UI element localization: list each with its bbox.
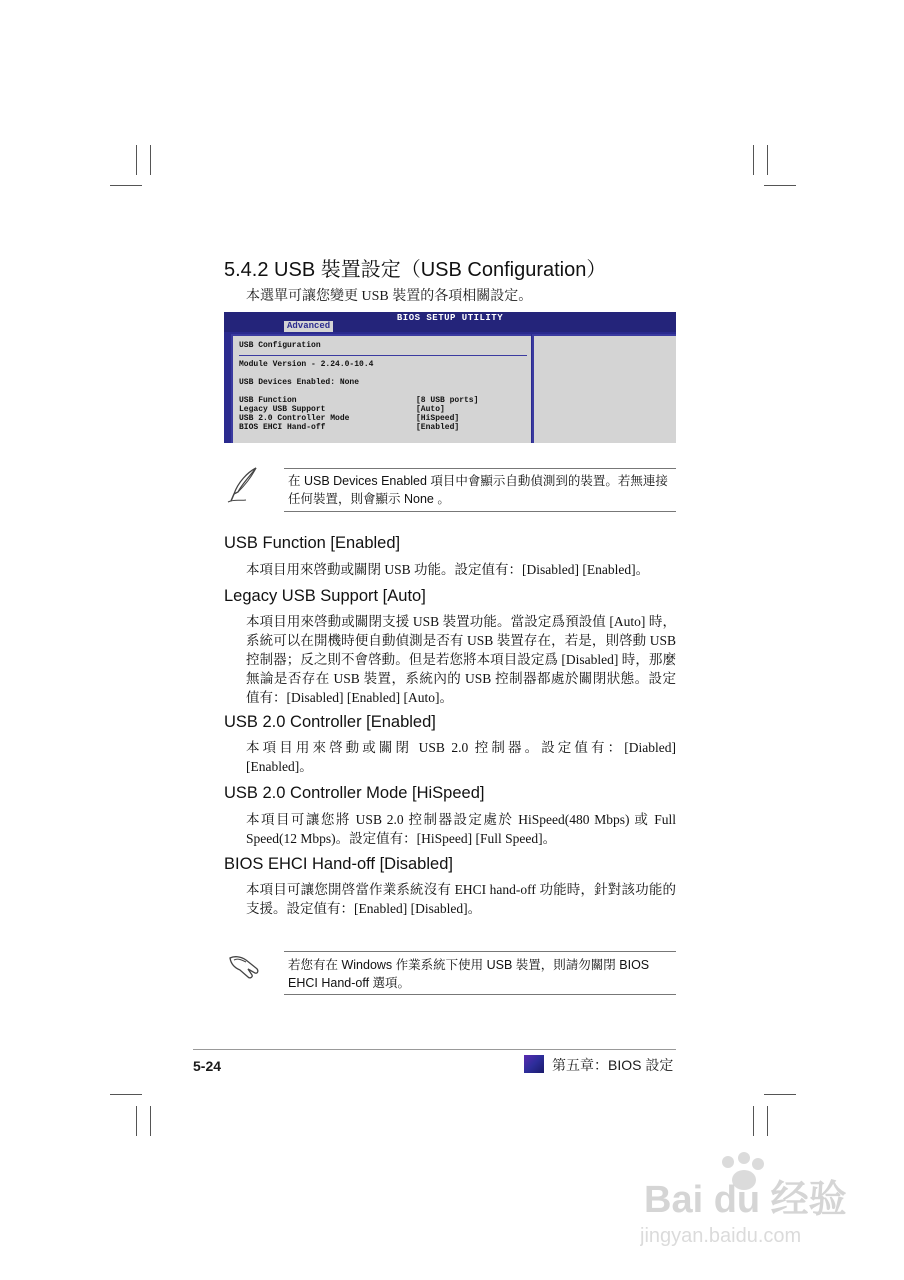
- bios-item-label: USB Function: [239, 396, 297, 405]
- bios-item-label: Legacy USB Support: [239, 405, 326, 414]
- footer-rule: [193, 1049, 676, 1050]
- bios-title: BIOS SETUP UTILITY: [396, 313, 504, 323]
- pointing-hand-icon: [226, 948, 262, 980]
- note-rule: [284, 994, 676, 995]
- crop-mark: [767, 145, 768, 175]
- crop-mark: [753, 1106, 754, 1136]
- item-heading: BIOS EHCI Hand-off [Disabled]: [224, 855, 453, 873]
- watermark-brand: Bai du 经验: [644, 1179, 847, 1221]
- crop-mark: [753, 145, 754, 175]
- bios-module-version: Module Version - 2.24.0-10.4: [239, 360, 374, 369]
- crop-mark: [136, 145, 137, 175]
- bios-item-value: [Auto]: [416, 405, 445, 414]
- bios-devices-enabled: USB Devices Enabled: None: [239, 378, 360, 387]
- item-body: 本項目用來啓動或關閉支援 USB 裝置功能。當設定爲預設值 [Auto] 時，系統可以在開機時便自動偵測是否有 USB 裝置存在，若是，則啓動 USB 控制器；反之則不會啓動。但是若您將本項目設定爲 [Disabled] 時，那麼無論是否存在 USB 裝置，系統內的 USB 控制器都處於關閉狀態。設定值有：[Disabled] [Enabled] [Auto]。: [246, 614, 676, 705]
- item-body: 本項目用來啓動或關閉 USB 2.0 控制器。設定值有：[Diabled] [Enabled]。: [246, 740, 676, 774]
- bios-item-value: [Enabled]: [416, 423, 460, 432]
- crop-mark: [110, 1094, 142, 1095]
- section-title: 5.4.2 USB 裝置設定（USB Configuration）: [224, 259, 607, 281]
- feather-pen-icon: [226, 466, 260, 504]
- item-body: 本項目可讓您開啓當作業系統沒有 EHCI hand-off 功能時，針對該功能的支援。設定值有：[Enabled] [Disabled]。: [246, 882, 676, 916]
- bios-header: [224, 312, 676, 332]
- chapter-title: 第五章：BIOS 設定: [552, 1057, 674, 1073]
- bios-help-panel: [532, 334, 676, 443]
- crop-mark: [110, 185, 142, 186]
- crop-mark: [150, 1106, 151, 1136]
- bios-tab-advanced: Advanced: [284, 321, 333, 332]
- note-rule: [284, 951, 676, 952]
- chapter-marker-icon: [524, 1055, 544, 1073]
- crop-mark: [767, 1106, 768, 1136]
- item-body: 本項目可讓您將 USB 2.0 控制器設定處於 HiSpeed(480 Mbps) 或 Full Speed(12 Mbps)。設定值有：[HiSpeed] [Full Speed]。: [246, 812, 676, 846]
- item-heading: USB 2.0 Controller Mode [HiSpeed]: [224, 784, 485, 802]
- item-heading: Legacy USB Support [Auto]: [224, 587, 426, 605]
- baidu-watermark: [640, 1150, 860, 1250]
- note-text: 在 USB Devices Enabled 項目中會顯示自動偵測到的裝置。若無連接任何裝置，則會顯示 None 。: [288, 474, 668, 506]
- crop-mark: [764, 185, 796, 186]
- bios-main-panel: [231, 334, 531, 443]
- note-text: 若您有在 Windows 作業系統下使用 USB 裝置，則請勿關閉 BIOS EHCI Hand-off 選項。: [288, 958, 650, 990]
- crop-mark: [764, 1094, 796, 1095]
- bios-item-value: [8 USB ports]: [416, 396, 479, 405]
- bios-item-label: BIOS EHCI Hand-off: [239, 423, 326, 432]
- page-number: 5-24: [193, 1058, 222, 1074]
- crop-mark: [136, 1106, 137, 1136]
- bios-item-label: USB 2.0 Controller Mode: [239, 414, 350, 423]
- watermark-url: jingyan.baidu.com: [640, 1225, 802, 1247]
- bios-heading: USB Configuration: [239, 341, 321, 350]
- item-body: 本項目用來啓動或關閉 USB 功能。設定值有：[Disabled] [Enabled]。: [246, 562, 650, 577]
- bios-screenshot: [224, 312, 676, 443]
- item-heading: USB 2.0 Controller [Enabled]: [224, 713, 436, 731]
- crop-mark: [150, 145, 151, 175]
- section-intro: 本選單可讓您變更 USB 裝置的各項相關設定。: [246, 289, 533, 304]
- item-heading: USB Function [Enabled]: [224, 534, 401, 552]
- bios-divider: [239, 355, 527, 356]
- note-rule: [284, 511, 676, 512]
- note-rule: [284, 468, 676, 469]
- bios-item-value: [HiSpeed]: [416, 414, 460, 423]
